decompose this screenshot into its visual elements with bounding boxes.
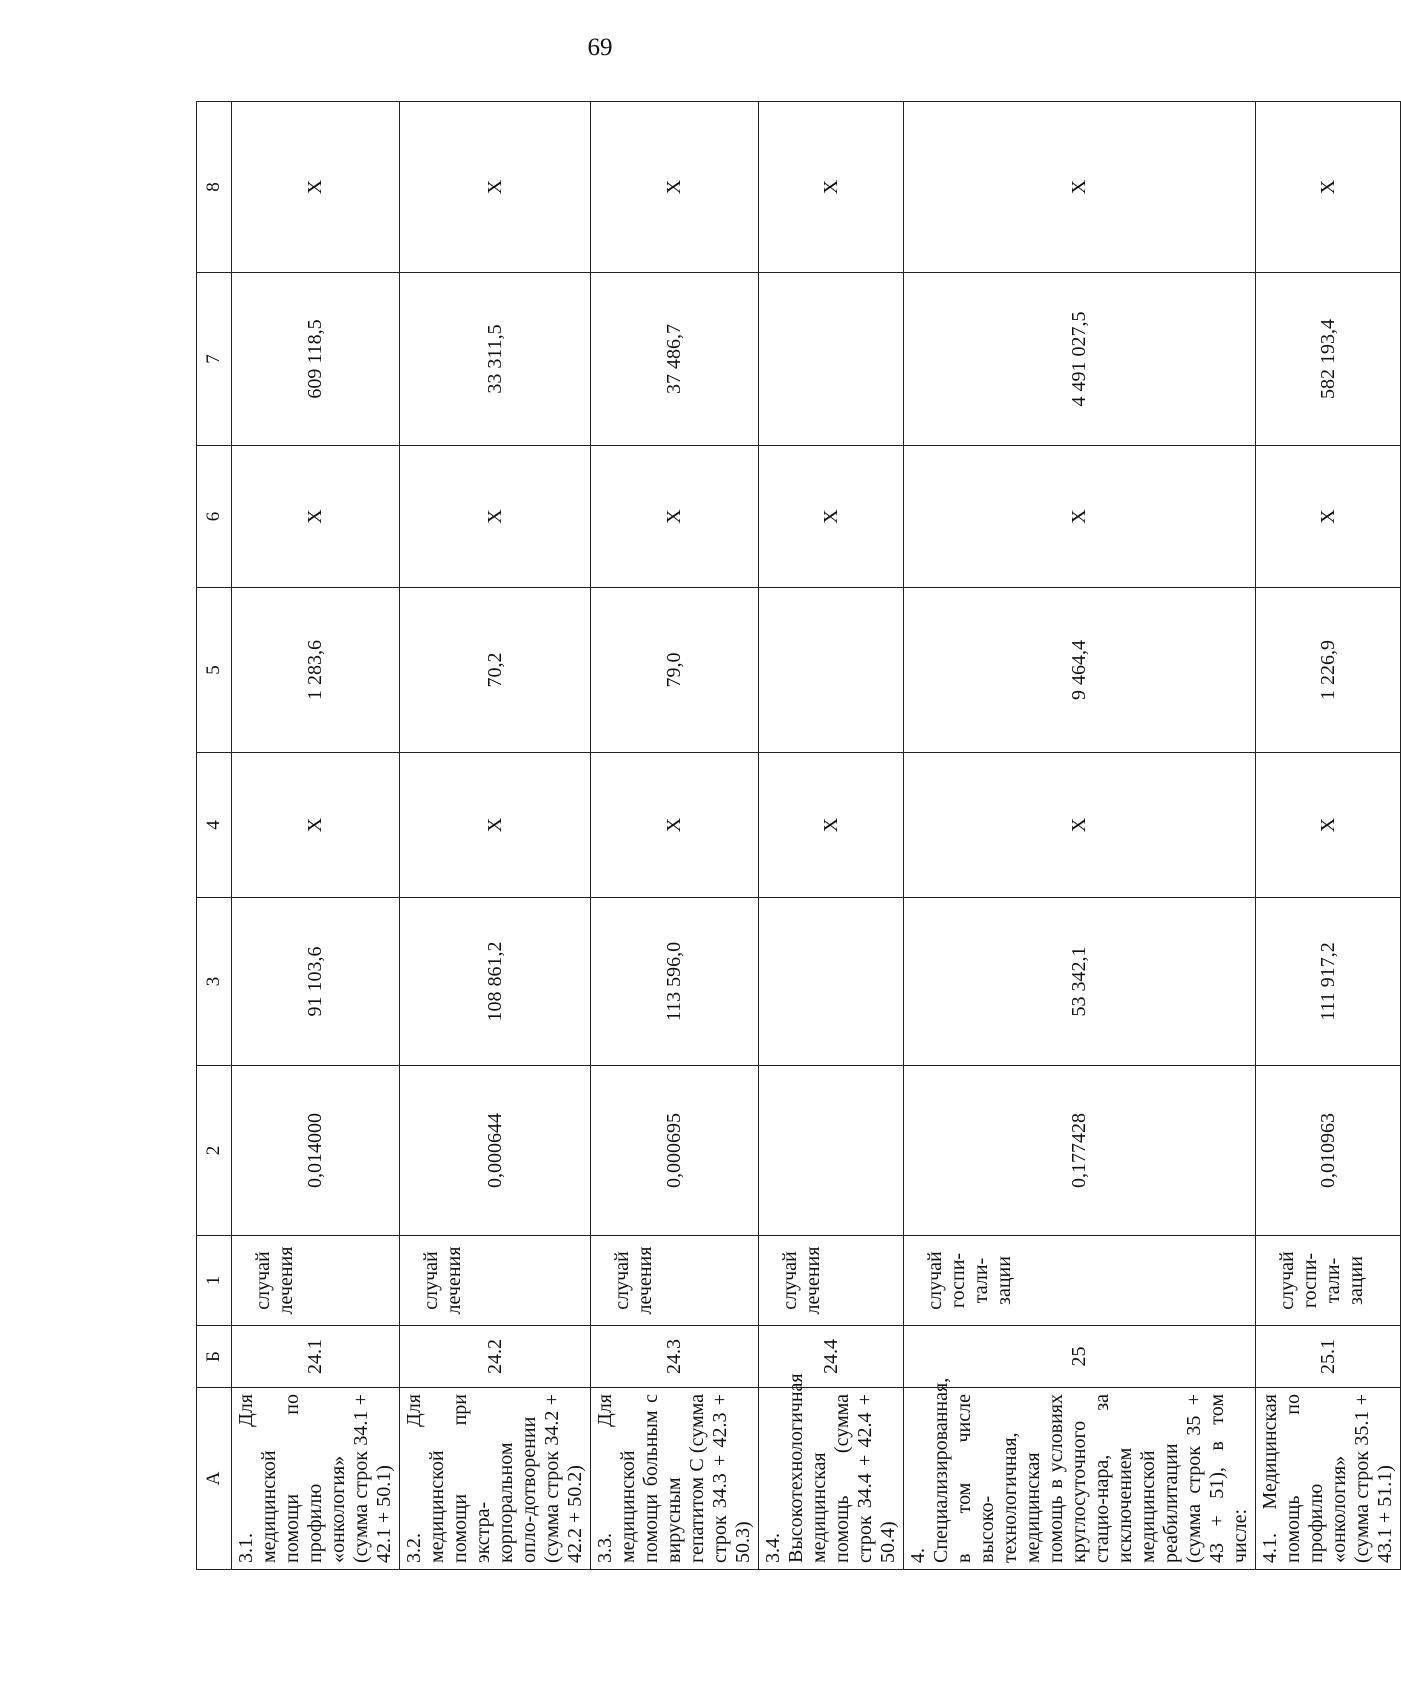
col-header-6: 6 [197, 446, 232, 588]
row-name: 3.4. Высокотехнологичная медицинская помощь (сумма строк 34.4 + 42.4 + 50.4) [759, 1388, 904, 1570]
cell-col6: Х [904, 446, 1256, 588]
cell-col6: Х [1256, 446, 1401, 588]
cell-col2: 0,000695 [591, 1066, 759, 1236]
cell-col3 [759, 898, 904, 1066]
row-unit: случай госпи-тали-зации [904, 1236, 1256, 1326]
page-number: 69 [587, 34, 613, 61]
cell-col4: Х [591, 753, 759, 898]
row-code: 25.1 [1256, 1326, 1401, 1388]
cell-col7: 37 486,7 [591, 273, 759, 446]
col-header-7: 7 [197, 273, 232, 446]
row-name: 4.1. Медицинская помощь по профилю «онкология» (сумма строк 35.1 + 43.1 + 51.1) [1256, 1388, 1401, 1570]
row-unit: случай лечения [400, 1236, 591, 1326]
row-unit: случай лечения [591, 1236, 759, 1326]
header-row [197, 102, 232, 1570]
cell-col8: Х [759, 102, 904, 273]
cell-col2: 0,000644 [400, 1066, 591, 1236]
cell-col7: 582 193,4 [1256, 273, 1401, 446]
cell-col7: 4 491 027,5 [904, 273, 1256, 446]
table-row [232, 102, 400, 1570]
cell-col4: Х [904, 753, 1256, 898]
cell-col2: 0,010963 [1256, 1066, 1401, 1236]
cell-col8: Х [232, 102, 400, 273]
cell-col4: Х [232, 753, 400, 898]
cell-col2: 0,014000 [232, 1066, 400, 1236]
row-code: 24.4 [759, 1326, 904, 1388]
cell-col3: 108 861,2 [400, 898, 591, 1066]
col-header-1: 1 [197, 1236, 232, 1326]
col-header-5: 5 [197, 588, 232, 753]
cell-col8: Х [400, 102, 591, 273]
data-table [196, 101, 1401, 1570]
row-name: 3.1. Для медицинской помощи по профилю «онкология» (сумма строк 34.1 + 42.1 + 50.1) [232, 1388, 400, 1570]
cell-col2: 0,177428 [904, 1066, 1256, 1236]
cell-col8: Х [1256, 102, 1401, 273]
table-row [591, 102, 759, 1570]
table-row [904, 102, 1256, 1570]
cell-col5: 1 226,9 [1256, 588, 1401, 753]
col-header-4: 4 [197, 753, 232, 898]
cell-col3: 53 342,1 [904, 898, 1256, 1066]
row-code: 24.1 [232, 1326, 400, 1388]
cell-col2 [759, 1066, 904, 1236]
table-row [400, 102, 591, 1570]
row-unit: случай госпи-тали-зации [1256, 1236, 1401, 1326]
table-row [1256, 102, 1401, 1570]
col-header-8: 8 [197, 102, 232, 273]
cell-col4: Х [759, 753, 904, 898]
cell-col4: Х [400, 753, 591, 898]
col-header-a: А [197, 1388, 232, 1570]
cell-col6: Х [400, 446, 591, 588]
row-code: 24.3 [591, 1326, 759, 1388]
cell-col8: Х [904, 102, 1256, 273]
row-unit: случай лечения [232, 1236, 400, 1326]
row-code: 25 [904, 1326, 1256, 1388]
cell-col5: 79,0 [591, 588, 759, 753]
cell-col6: Х [591, 446, 759, 588]
row-name: 3.3. Для медицинской помощи больным с вирусным гепатитом С (сумма строк 34.3 + 42.3 + 50.3) [591, 1388, 759, 1570]
cell-col5: 1 283,6 [232, 588, 400, 753]
cell-col5 [759, 588, 904, 753]
row-name: 3.2. Для медицинской помощи при экстра-корпоральном опло-дотворении (сумма строк 34.2 + 42.2 + 50.2) [400, 1388, 591, 1570]
cell-col3: 113 596,0 [591, 898, 759, 1066]
cell-col7: 33 311,5 [400, 273, 591, 446]
row-name: 4. Специализированная, в том числе высоко-технологичная, медицинская помощь в условиях круглосуточного стацио-нара, за исключением медицинской реабилитации (сумма строк 35 + 43 + 51), в том числе: [904, 1388, 1256, 1570]
cell-col5: 70,2 [400, 588, 591, 753]
row-unit: случай лечения [759, 1236, 904, 1326]
col-header-3: 3 [197, 898, 232, 1066]
cell-col3: 91 103,6 [232, 898, 400, 1066]
cell-col7: 609 118,5 [232, 273, 400, 446]
cell-col4: Х [1256, 753, 1401, 898]
table-row [759, 102, 904, 1570]
cell-col3: 111 917,2 [1256, 898, 1401, 1066]
cell-col5: 9 464,4 [904, 588, 1256, 753]
row-code: 24.2 [400, 1326, 591, 1388]
rotated-table-container [196, 102, 1396, 1570]
col-header-b: Б [197, 1326, 232, 1388]
cell-col8: Х [591, 102, 759, 273]
cell-col6: Х [232, 446, 400, 588]
col-header-2: 2 [197, 1066, 232, 1236]
cell-col7 [759, 273, 904, 446]
cell-col6: Х [759, 446, 904, 588]
